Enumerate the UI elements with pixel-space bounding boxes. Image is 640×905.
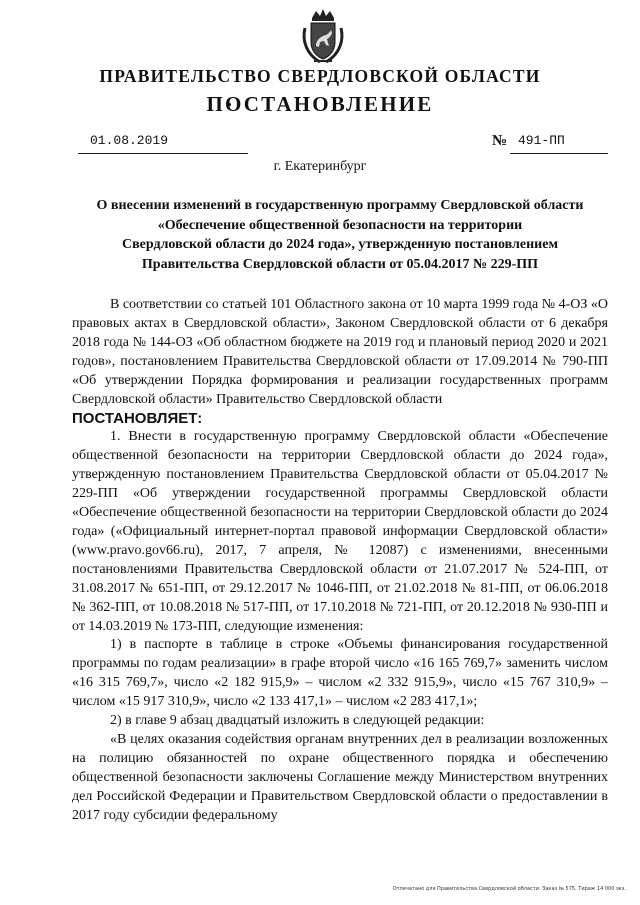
document-type-title: ПОСТАНОВЛЕНИЕ — [206, 92, 434, 116]
print-note: Отпечатано для Правительства Свердловской области. Заказ № 575. Тираж 14 000 экз. — [392, 886, 626, 892]
document-number: 491-ПП — [518, 133, 565, 148]
decree-word: ПОСТАНОВЛЯЕТ: — [72, 410, 203, 428]
subject-line: Свердловской области до 2024 года», утвержденную постановлением — [122, 237, 558, 252]
date-field — [78, 131, 248, 154]
subject-line: О внесении изменений в государственную программу Свердловской области — [96, 198, 584, 213]
city-name: г. Екатеринбург — [273, 159, 367, 174]
quote-paragraph: «В целях оказания содействия органам внутренних дел в реализации возложенных на полицию обязанностей по охране общественного порядка и обеспечению общественной безопасности заключены Соглашение между Министерством внутренних дел Российской Федерации и Правительством Свердловской области о предоставлении в 2017 году субсидии федеральному — [72, 731, 608, 823]
subject-line: Правительства Свердловской области от 05.04.2017 № 229-ПП — [141, 256, 539, 272]
document-subject — [70, 196, 610, 274]
document-date: 01.08.2019 — [90, 133, 169, 148]
item-1-paragraph: 1. Внести в государственную программу Свердловской области «Обеспечение общественной безопасности на территории Свердловской области до 2024 года», утвержденную постановлением Правительства Свердловской области от 05.04.2017 № 229-ПП «Об утверждении государственной программы Свердловской области «Обеспечение общественной безопасности на территории Свердловской области до 2024 года» («Официальный интернет-портал правовой информации Свердловской области» (www.pravo.gov66.ru), 2017, 7 апреля, № 12087) с изменениями, внесенными постановлениями Правительства Свердловской области от 21.07.2017 № 524-ПП, от 31.08.2017 № 651-ПП, от 29.12.2017 № 1046-ПП, от 21.02.2018 № 81-ПП, от 06.06.2018 № 362-ПП, от 10.08.2018 № 517-ПП, от 17.10.2018 № 721-ПП, от 20.12.2018 № 930-ПП и от 14.03.2019 № 173-ПП, следующие изменения: — [72, 429, 608, 634]
government-title: ПРАВИТЕЛЬСТВО СВЕРДЛОВСКОЙ ОБЛАСТИ — [99, 66, 541, 86]
subitem-2-paragraph: 2) в главе 9 абзац двадцатый изложить в следующей редакции: — [110, 713, 485, 729]
subitem-1-paragraph: 1) в паспорте в таблице в строке «Объемы финансирования государственной программы по годам реализации» в графе второй число «16 165 769,7» заменить числом «16 315 769,7», число «2 182 915,9» – числом «2 332 915,9», число «15 767 310,9» – числом «15 917 310,9», число «2 133 417,1» – числом «2 283 417,1»; — [72, 637, 608, 710]
coat-of-arms-icon — [300, 8, 346, 66]
subject-line: «Обеспечение общественной безопасности на территории — [157, 217, 523, 233]
preamble-paragraph: В соответствии со статьей 101 Областного закона от 10 марта 1999 года № 4-ОЗ «О правовых актах в Свердловской области», Законом Свердловской области от 6 декабря 2018 года № 144-ОЗ «Об областном бюджете на 2019 год и плановый период 2020 и 2021 годов», постановлением Правительства Свердловской области от 17.09.2014 № 790-ПП «Об утверждении Порядка формирования и реализации государственных программ Свердловской области» Правительство Свердловской области — [72, 297, 608, 407]
number-field — [510, 131, 608, 154]
document-body — [72, 296, 608, 825]
number-sign: № — [492, 133, 508, 149]
